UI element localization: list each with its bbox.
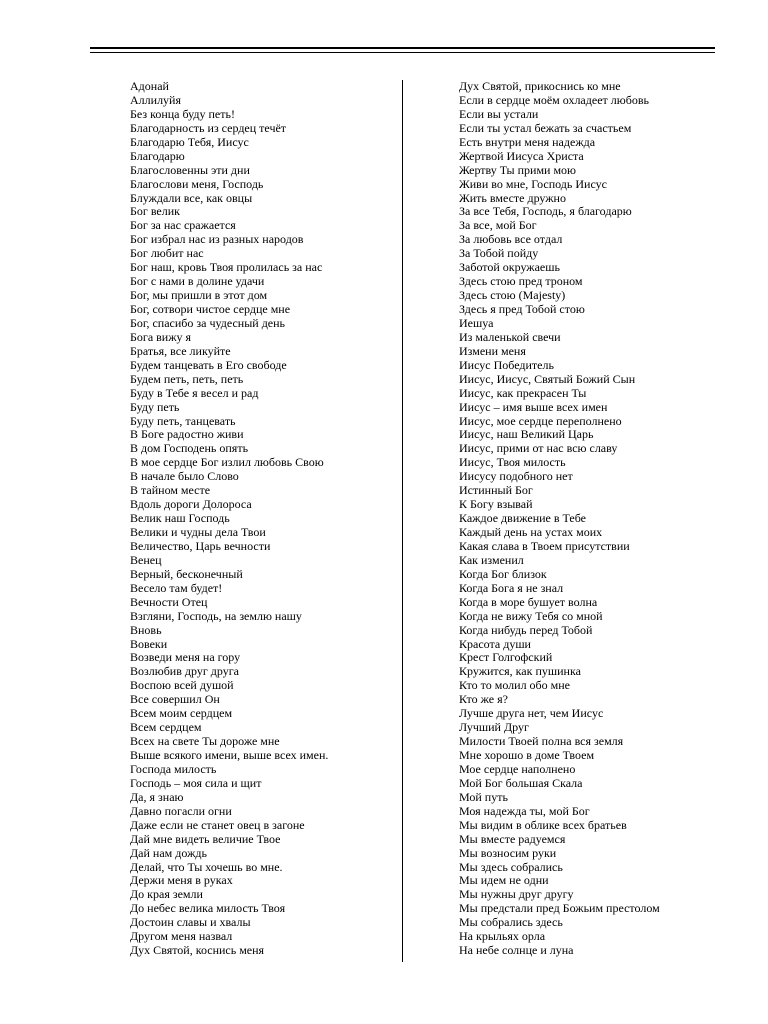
song-title: Бог, сотвори чистое сердце мне — [130, 302, 291, 316]
song-title: Мы возносим руки — [459, 845, 557, 860]
song-title: Крест Голгофский — [459, 650, 553, 665]
song-title: Дух Святой, коснись меня — [130, 943, 265, 958]
song-title: Какая слава в Твоем присутствии — [459, 538, 630, 553]
song-title: Красота души — [459, 636, 531, 651]
song-title: Здесь стою пред троном — [459, 274, 583, 289]
song-title: Здесь стою (Majesty) — [459, 288, 566, 303]
song-title: Иисус, прими от нас всю славу — [459, 441, 618, 456]
song-title: Жить вместе дружно — [459, 190, 566, 205]
song-title: Есть внутри меня надежда — [459, 134, 596, 149]
song-title: К Богу взывай — [459, 497, 533, 512]
song-title: Всем сердцем — [130, 720, 202, 735]
song-title: До края земли — [130, 887, 203, 902]
song-title: До небес велика милость Твоя — [130, 901, 286, 916]
song-title: Если в сердце моём охладеет любовь — [459, 92, 649, 107]
song-title: За любовь все отдал — [459, 232, 563, 247]
song-title: Бог наш, кровь Твоя пролилась за нас — [130, 260, 323, 275]
column-divider — [402, 80, 403, 962]
song-title: Бог с нами в долине удачи — [130, 274, 265, 289]
song-title: Вновь — [130, 622, 162, 637]
song-title: Выше всякого имени, выше всех имен. — [130, 748, 329, 762]
song-title: Благодарю — [130, 148, 185, 163]
song-title: Мы видим в облике всех братьев — [459, 817, 627, 832]
song-title: Кто то молил обо мне — [459, 678, 570, 693]
song-title: Бог, спасибо за чудесный день — [130, 315, 286, 330]
song-title: Достоин славы и хвалы — [130, 915, 251, 930]
song-title: Иисус Победитель — [459, 357, 554, 372]
song-title: Живи во мне, Господь Иисус — [459, 176, 607, 191]
song-title: Лучший Друг — [459, 720, 529, 735]
song-title: Из маленькой свечи — [459, 329, 561, 344]
song-title: Будем петь, петь, петь — [130, 371, 244, 386]
song-title: В Боге радостно живи — [130, 427, 244, 442]
song-title: Заботой окружаешь — [459, 260, 560, 275]
song-title: За все Тебя, Господь, я благодарю — [459, 204, 632, 219]
song-title: Верный, бесконечный — [130, 566, 243, 581]
song-title: Мы идем не одни — [459, 873, 549, 888]
song-title: В мое сердце Бог излил любовь Свою — [130, 455, 324, 470]
song-title: Мы здесь собрались — [459, 859, 563, 874]
song-title: Все совершил Он — [130, 692, 220, 707]
song-title: Возлюбив друг друга — [130, 664, 239, 679]
song-title: Другом меня назвал — [130, 929, 233, 944]
song-title: Бога вижу я — [130, 329, 192, 344]
song-title: Иешуа — [459, 315, 494, 330]
header-rule-thin — [90, 52, 715, 53]
song-title: Измени меня — [459, 343, 526, 358]
song-title: Дай мне видеть величие Твое — [130, 831, 281, 846]
song-title: Благословенны эти дни — [130, 162, 250, 177]
song-title: Когда Бог близок — [459, 566, 547, 581]
song-title: Вдоль дороги Долороса — [130, 497, 252, 512]
song-title: Когда не вижу Тебя со мной — [459, 608, 603, 623]
song-title: Жертвой Иисуса Христа — [459, 148, 584, 163]
song-title: Благодарю Тебя, Иисус — [130, 134, 249, 149]
song-title: За Тобой пойду — [459, 246, 539, 261]
song-title: Взгляни, Господь, на землю нашу — [130, 608, 302, 623]
song-title: Благодарность из сердец течёт — [130, 120, 287, 135]
song-title: Иисус, Иисус, Святый Божий Сын — [459, 371, 636, 386]
song-title: Кружится, как пушинка — [459, 664, 581, 679]
song-title: В начале было Слово — [130, 469, 239, 484]
song-title: Буду петь — [130, 399, 180, 414]
song-title: Без конца буду петь! — [130, 106, 235, 121]
song-title: Возведи меня на гору — [130, 650, 241, 665]
song-title: Иисус, Твоя милость — [459, 455, 566, 470]
song-title: Мне хорошо в доме Твоем — [459, 748, 595, 762]
song-title: На небе солнце и луна — [459, 943, 574, 958]
song-title: Бог велик — [130, 204, 180, 219]
song-title: Делай, что Ты хочешь во мне. — [130, 859, 283, 874]
song-title: Господа милость — [130, 761, 217, 776]
song-title: Мой путь — [459, 789, 508, 804]
song-title: Вовеки — [130, 636, 168, 651]
song-title: Будем танцевать в Его свободе — [130, 357, 287, 372]
song-title: Если вы устали — [459, 106, 539, 121]
song-title: Велики и чудны дела Твои — [130, 525, 266, 539]
song-title: Дай нам дождь — [130, 845, 207, 860]
song-title: Всем моим сердцем — [130, 706, 233, 721]
song-title: Дух Святой, прикоснись ко мне — [459, 79, 621, 93]
song-title: За все, мой Бог — [459, 218, 537, 233]
song-title: Бог избрал нас из разных народов — [130, 232, 304, 247]
song-title: В тайном месте — [130, 483, 211, 498]
song-title: Кто же я? — [459, 692, 508, 707]
song-title: Иисус, как прекрасен Ты — [459, 385, 587, 400]
song-title: Адонай — [130, 79, 169, 93]
song-title: Мы нужны друг другу — [459, 887, 574, 902]
song-title: Истинный Бог — [459, 483, 533, 498]
song-title: Иисус – имя выше всех имен — [459, 399, 608, 414]
song-title: Когда Бога я не знал — [459, 580, 564, 595]
song-title: Даже если не станет овец в загоне — [130, 817, 305, 832]
song-title: Мы вместе радуемся — [459, 831, 566, 846]
song-title: Каждый день на устах моих — [459, 525, 603, 539]
song-title: Бог, мы пришли в этот дом — [130, 288, 268, 303]
song-title: Воспою всей душой — [130, 678, 234, 693]
song-title: Давно погасли огни — [130, 803, 232, 818]
song-title: Иисус, мое сердце переполнено — [459, 413, 622, 428]
song-title: Буду в Тебе я весел и рад — [130, 385, 259, 400]
song-title: Когда нибудь перед Тобой — [459, 622, 593, 637]
song-list-left-column — [130, 80, 395, 958]
song-title: Венец — [130, 552, 162, 567]
song-title: Моя надежда ты, мой Бог — [459, 803, 590, 818]
song-title: Велик наш Господь — [130, 511, 230, 526]
song-title: Иисусу подобного нет — [459, 469, 573, 484]
song-title: Благослови меня, Господь — [130, 176, 264, 191]
song-title: Величество, Царь вечности — [130, 538, 271, 553]
song-title: На крыльях орла — [459, 929, 546, 944]
header-rule — [90, 47, 715, 49]
song-title: Бог за нас сражается — [130, 218, 236, 233]
song-title: Вечности Отец — [130, 594, 208, 609]
song-title: Мы собрались здесь — [459, 915, 563, 930]
song-title: Лучше друга нет, чем Иисус — [459, 706, 604, 721]
song-title: Блуждали все, как овцы — [130, 190, 253, 205]
song-title: Всех на свете Ты дороже мне — [130, 734, 280, 749]
song-title: Бог любит нас — [130, 246, 204, 261]
song-title: Мой Бог большая Скала — [459, 775, 583, 790]
song-title: Да, я знаю — [130, 789, 184, 804]
song-title: Аллилуйя — [130, 92, 181, 107]
song-title: Здесь я пред Тобой стою — [459, 302, 585, 316]
song-title: Как изменил — [459, 552, 524, 567]
song-title: В дом Господень опять — [130, 441, 249, 456]
song-title: Если ты устал бежать за счастьем — [459, 120, 632, 135]
song-title: Мы предстали пред Божьим престолом — [459, 901, 660, 916]
song-title: Братья, все ликуйте — [130, 343, 231, 358]
song-title: Мое сердце наполнено — [459, 761, 576, 776]
song-title: Жертву Ты прими мою — [459, 162, 577, 177]
song-title: Держи меня в руках — [130, 873, 233, 888]
song-title: Когда в море бушует волна — [459, 594, 598, 609]
song-list-right-column — [459, 80, 749, 958]
song-title: Иисус, наш Великий Царь — [459, 427, 594, 442]
song-title: Каждое движение в Тебе — [459, 511, 587, 526]
song-title: Весело там будет! — [130, 580, 223, 595]
song-title: Господь – моя сила и щит — [130, 775, 262, 790]
song-title: Милости Твоей полна вся земля — [459, 734, 624, 749]
song-title: Буду петь, танцевать — [130, 413, 236, 428]
